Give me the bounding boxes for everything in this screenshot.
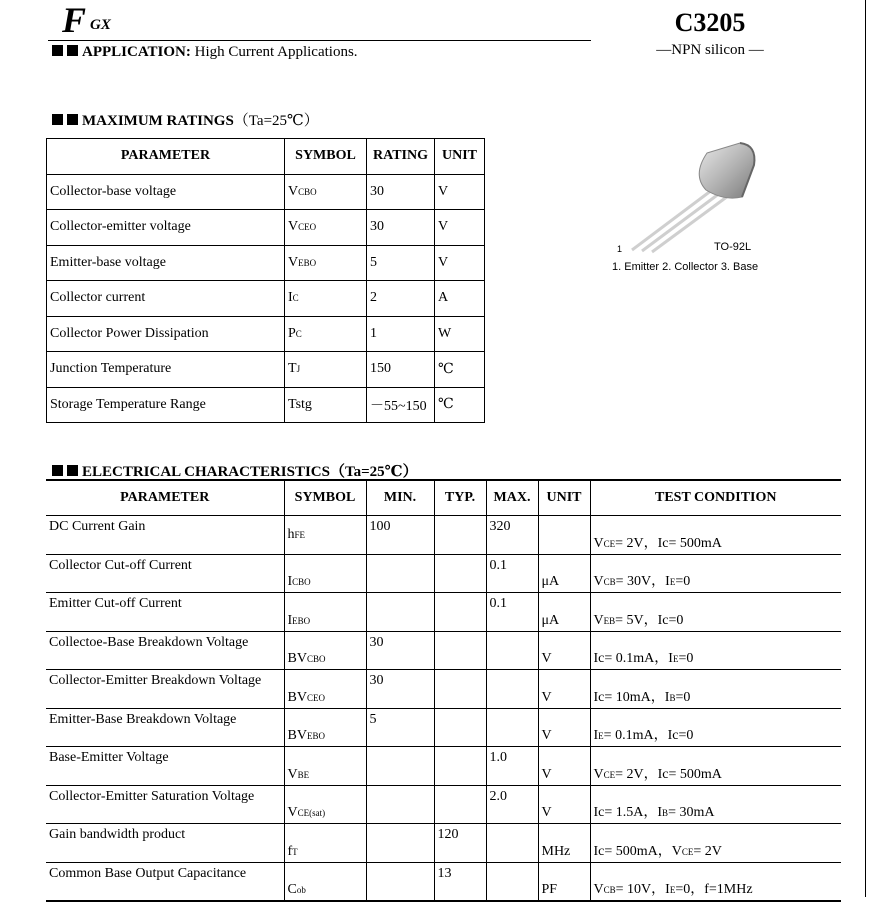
symbol-subscript: EBO [292, 615, 311, 626]
table-row [47, 210, 485, 246]
symbol-main: Tstg [288, 396, 312, 412]
unit-cell: V [435, 245, 485, 281]
min-cell [366, 785, 434, 824]
logo-letter: F [62, 0, 86, 40]
symbol-cell [284, 554, 366, 593]
table-row [46, 785, 841, 824]
cond-subscript: CE [603, 769, 616, 780]
min-cell [366, 747, 434, 786]
max-cell [486, 862, 538, 901]
table-row [47, 316, 485, 352]
max-cell: 2.0 [486, 785, 538, 824]
application-line [52, 44, 358, 61]
rating-cell: 5 [367, 245, 435, 281]
symbol-subscript: CBO [298, 186, 317, 197]
package-name: TO-92L [714, 241, 752, 253]
symbol-subscript: CE(sat) [297, 808, 326, 818]
symbol-cell [284, 785, 366, 824]
table-row [46, 516, 841, 555]
bullet-square-icon [67, 465, 78, 476]
typ-cell [434, 631, 486, 670]
package-figure [612, 135, 792, 280]
symbol-subscript: CEO [306, 692, 325, 703]
typ-cell [434, 747, 486, 786]
max-cell: 320 [486, 516, 538, 555]
cond-subscript: E [598, 731, 604, 741]
symbol-main: f [287, 843, 293, 859]
bullet-square-icon [52, 45, 63, 56]
table-row [46, 554, 841, 593]
min-cell [366, 862, 434, 901]
symbol-cell [284, 747, 366, 786]
min-cell [366, 824, 434, 863]
symbol-main: V [288, 254, 299, 270]
param-cell: Collector-Emitter Saturation Voltage [46, 785, 284, 824]
col-header: MAX. [486, 480, 538, 516]
unit-cell [538, 516, 590, 555]
symbol-cell [285, 174, 367, 210]
table-header-row [47, 139, 485, 175]
max-ratings-condition: （Ta=25℃） [233, 113, 319, 129]
param-cell: Gain bandwidth product [46, 824, 284, 863]
symbol-subscript: C [295, 328, 302, 339]
typ-cell: 120 [434, 824, 486, 863]
symbol-subscript: EBO [306, 731, 325, 741]
symbol-subscript: CBO [292, 577, 311, 587]
electrical-table [46, 479, 841, 902]
test-condition-cell: VCE= 2V，Ic= 500mA [590, 516, 841, 555]
test-condition-cell: IE= 0.1mA，Ic=0 [590, 708, 841, 747]
min-cell [366, 554, 434, 593]
table-row [46, 824, 841, 863]
symbol-main: BV [287, 689, 307, 705]
param-cell: Emitter-base voltage [47, 245, 285, 281]
cond-subscript: CB [603, 577, 616, 587]
symbol-cell [284, 670, 366, 709]
max-cell: 0.1 [486, 554, 538, 593]
cond-subscript: EB [603, 615, 616, 626]
param-cell: Collector current [47, 281, 285, 317]
cond-subscript: E [672, 654, 679, 664]
electrical-title: ELECTRICAL CHARACTERISTICS [82, 464, 330, 480]
table-row [47, 245, 485, 281]
symbol-cell [285, 210, 367, 246]
part-subtitle: —NPN silicon — [656, 42, 764, 58]
param-cell: Storage Temperature Range [47, 387, 285, 423]
symbol-subscript: CBO [306, 654, 326, 664]
table-row [47, 387, 485, 423]
bullet-square-icon [52, 114, 63, 125]
cond-subscript: E [669, 577, 676, 587]
symbol-main: P [288, 325, 296, 341]
symbol-main: BV [287, 651, 307, 666]
typ-cell [434, 516, 486, 555]
unit-cell: μA [538, 593, 590, 632]
min-cell [366, 593, 434, 632]
param-cell: Collectoe-Base Breakdown Voltage [46, 631, 284, 670]
table-row [46, 747, 841, 786]
company-logo [62, 0, 132, 40]
table-row [46, 631, 841, 670]
param-cell: Collector-emitter voltage [47, 210, 285, 246]
unit-cell: MHz [538, 824, 590, 863]
rating-cell: 30 [367, 210, 435, 246]
rating-cell: 2 [367, 281, 435, 317]
to92l-package-icon [612, 135, 792, 255]
unit-cell: V [538, 631, 590, 670]
symbol-cell [285, 352, 367, 388]
symbol-main: V [287, 766, 298, 782]
symbol-cell [284, 862, 366, 901]
param-cell: Junction Temperature [47, 352, 285, 388]
typ-cell [434, 593, 486, 632]
max-ratings-heading [52, 109, 319, 130]
bullet-square-icon [67, 114, 78, 125]
symbol-cell [284, 516, 366, 555]
col-header: SYMBOL [285, 139, 367, 175]
test-condition-cell: Ic= 0.1mA，IE=0 [590, 631, 841, 670]
col-header: TYP. [434, 480, 486, 516]
unit-cell: V [538, 785, 590, 824]
unit-cell: V [538, 747, 590, 786]
param-cell: Emitter Cut-off Current [46, 593, 284, 632]
unit-cell: V [538, 670, 590, 709]
symbol-subscript: J [296, 364, 301, 375]
test-condition-cell: Ic= 500mA，VCE= 2V [590, 824, 841, 863]
test-condition-cell: Ic= 10mA，IB=0 [590, 670, 841, 709]
symbol-subscript: T [292, 846, 298, 857]
unit-cell: ℃ [435, 352, 485, 388]
typ-cell [434, 670, 486, 709]
table-row [47, 174, 485, 210]
table-row [47, 352, 485, 388]
test-condition-cell: VCB= 10V，IE=0，f=1MHz [590, 862, 841, 901]
symbol-cell [284, 708, 366, 747]
param-cell: Base-Emitter Voltage [46, 747, 284, 786]
table-row [47, 281, 485, 317]
typ-cell: 13 [434, 862, 486, 901]
test-condition-cell: VCE= 2V，Ic= 500mA [590, 747, 841, 786]
symbol-cell [284, 631, 366, 670]
unit-cell: V [538, 708, 590, 747]
cond-subscript: CE [681, 846, 694, 857]
pin-caption: 1. Emitter 2. Collector 3. Base [612, 261, 759, 273]
table-row [46, 862, 841, 901]
rating-cell: －55~150 [367, 387, 435, 423]
min-cell: 30 [366, 670, 434, 709]
col-header: RATING [367, 139, 435, 175]
cond-subscript: B [662, 808, 669, 818]
pin-one-label: 1 [617, 244, 623, 254]
bullet-square-icon [52, 465, 63, 476]
typ-cell [434, 785, 486, 824]
unit-cell: V [435, 174, 485, 210]
symbol-main: I [287, 574, 293, 589]
symbol-subscript: CEO [298, 222, 317, 233]
cond-subscript: E [669, 885, 676, 895]
symbol-main: h [287, 526, 295, 542]
col-header: TEST CONDITION [590, 480, 841, 516]
table-row [46, 593, 841, 632]
col-header: SYMBOL [284, 480, 366, 516]
unit-cell: W [435, 316, 485, 352]
min-cell: 100 [366, 516, 434, 555]
symbol-main: T [288, 361, 297, 377]
electrical-condition: （Ta=25℃） [329, 464, 418, 480]
symbol-main: V [288, 219, 299, 235]
param-cell: DC Current Gain [46, 516, 284, 555]
test-condition-cell: Ic= 1.5A，IB= 30mA [590, 785, 841, 824]
test-condition-cell: VCB= 30V，IE=0 [590, 554, 841, 593]
symbol-cell [285, 316, 367, 352]
min-cell: 30 [366, 631, 434, 670]
param-cell: Emitter-Base Breakdown Voltage [46, 708, 284, 747]
param-cell: Collector Cut-off Current [46, 554, 284, 593]
symbol-main: V [288, 183, 299, 199]
part-number: C3205 [674, 8, 746, 37]
rating-cell: 1 [367, 316, 435, 352]
symbol-cell [285, 281, 367, 317]
typ-cell [434, 708, 486, 747]
rating-cell: 150 [367, 352, 435, 388]
application-text: High Current Applications. [190, 44, 358, 60]
param-cell: Common Base Output Capacitance [46, 862, 284, 901]
param-cell: Collector-Emitter Breakdown Voltage [46, 670, 284, 709]
max-cell [486, 631, 538, 670]
max-cell [486, 824, 538, 863]
bullet-square-icon [67, 45, 78, 56]
max-cell: 0.1 [486, 593, 538, 632]
cond-subscript: B [669, 692, 676, 703]
symbol-subscript: C [292, 293, 299, 304]
unit-cell: μA [538, 554, 590, 593]
right-edge-rule [865, 0, 866, 897]
unit-cell: ℃ [435, 387, 485, 423]
table-row [46, 670, 841, 709]
unit-cell: PF [538, 862, 590, 901]
application-label: APPLICATION: [82, 44, 191, 60]
symbol-subscript: EBO [298, 257, 317, 268]
unit-cell: V [435, 210, 485, 246]
symbol-main: V [287, 805, 298, 820]
symbol-subscript: FE [294, 529, 306, 540]
max-ratings-table [46, 138, 485, 423]
symbol-subscript: BE [297, 769, 310, 780]
symbol-cell [284, 824, 366, 863]
electrical-heading [52, 460, 418, 481]
logo-sub: GX [90, 17, 111, 33]
param-cell: Collector-base voltage [47, 174, 285, 210]
max-cell [486, 670, 538, 709]
col-header: UNIT [538, 480, 590, 516]
symbol-cell [285, 387, 367, 423]
table-header-row [46, 480, 841, 516]
min-cell: 5 [366, 708, 434, 747]
col-header: PARAMETER [47, 139, 285, 175]
cond-subscript: CE [603, 538, 616, 549]
test-condition-cell: VEB= 5V，Ic=0 [590, 593, 841, 632]
max-cell [486, 708, 538, 747]
max-cell: 1.0 [486, 747, 538, 786]
table-row [46, 708, 841, 747]
col-header: PARAMETER [46, 480, 284, 516]
unit-cell: A [435, 281, 485, 317]
param-cell: Collector Power Dissipation [47, 316, 285, 352]
symbol-cell [285, 245, 367, 281]
col-header: MIN. [366, 480, 434, 516]
col-header: UNIT [435, 139, 485, 175]
typ-cell [434, 554, 486, 593]
symbol-cell [284, 593, 366, 632]
max-ratings-title: MAXIMUM RATINGS [82, 113, 234, 129]
symbol-main: C [287, 882, 297, 897]
rating-cell: 30 [367, 174, 435, 210]
header-rule [48, 40, 591, 41]
symbol-main: BV [287, 728, 307, 743]
symbol-main: I [288, 290, 293, 306]
cond-subscript: CB [603, 885, 616, 895]
symbol-subscript: ob [296, 885, 306, 895]
symbol-main: I [287, 612, 293, 628]
